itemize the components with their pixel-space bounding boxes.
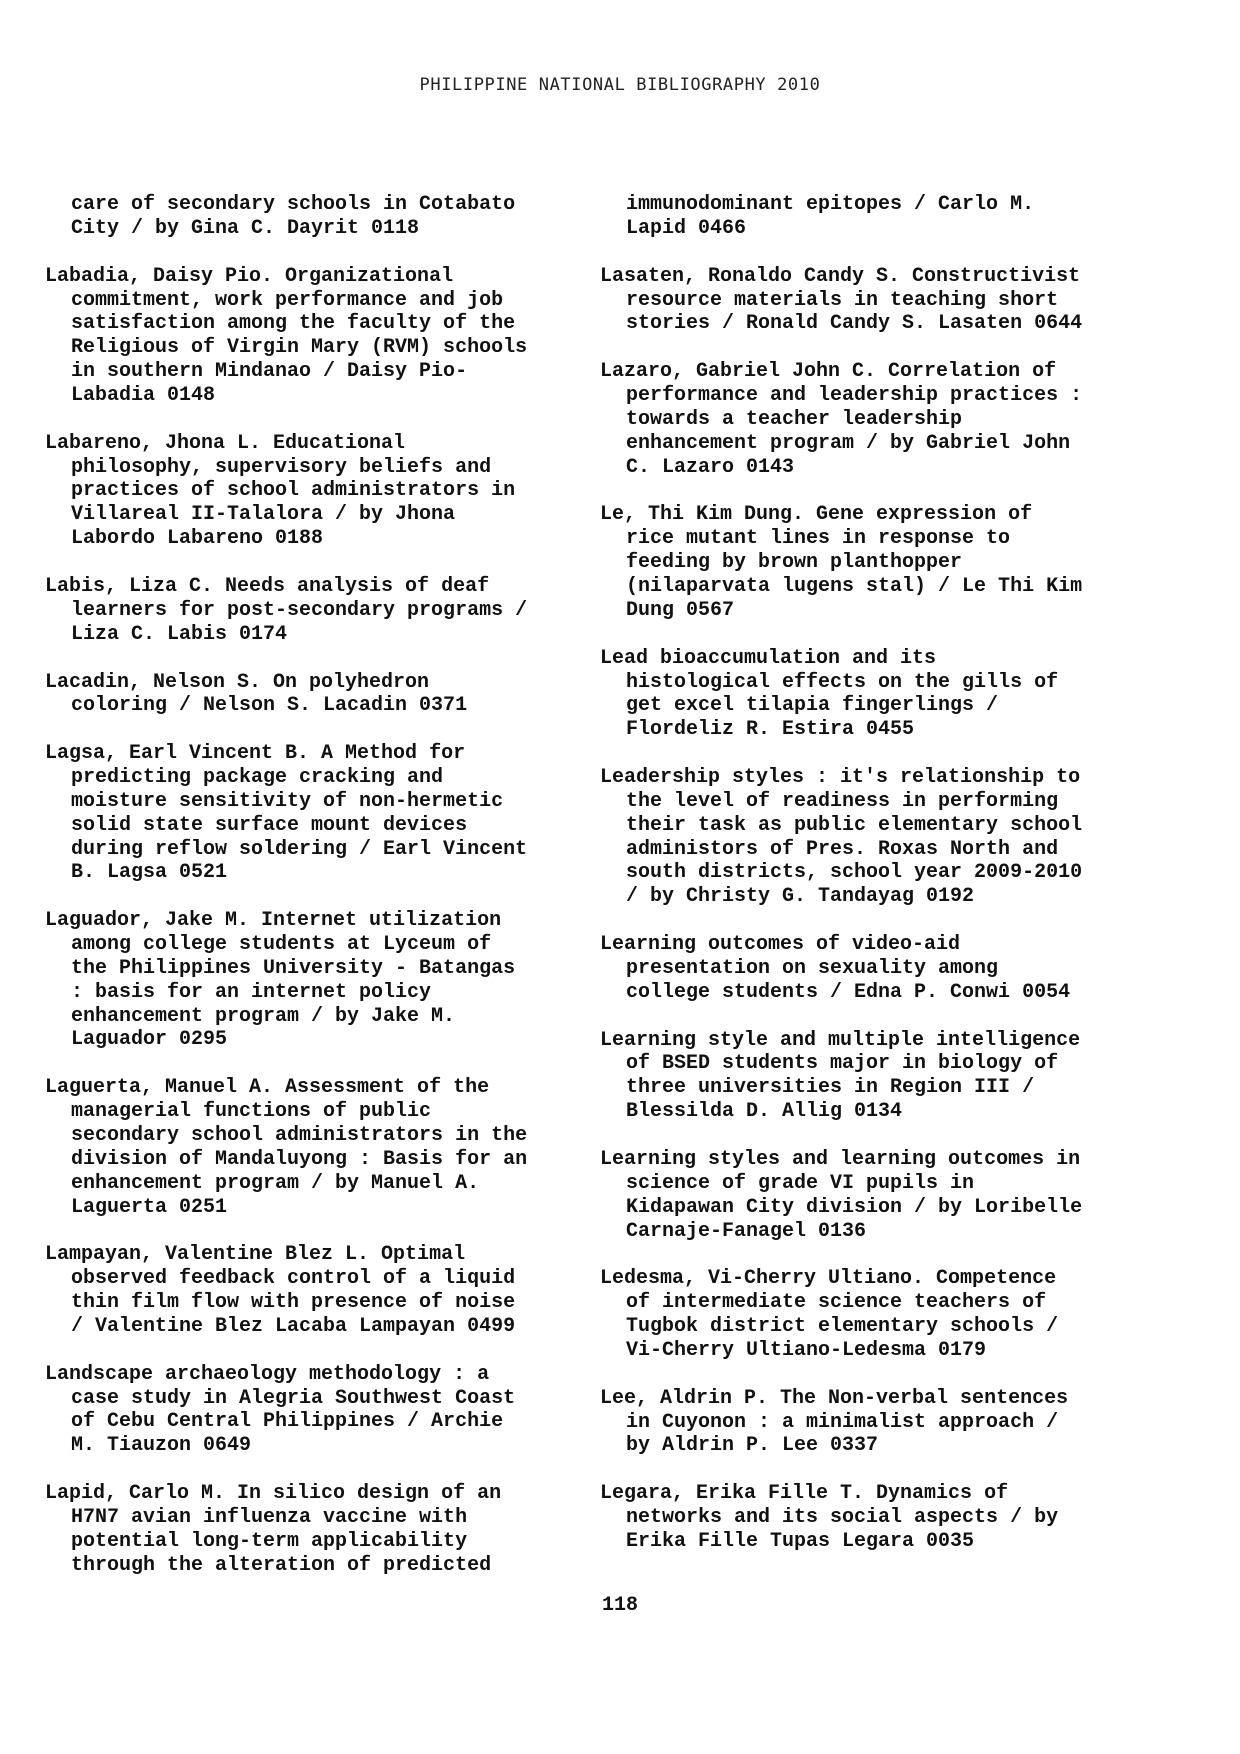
bibliography-entry: Labareno, Jhona L. Educational philosophy, supervisory beliefs and practices of school administrators in Villareal II-Talalora / by Jhona Labordo Labareno 0188 xyxy=(45,431,516,551)
bibliography-entry: Lagsa, Earl Vincent B. A Method for predicting package cracking and moisture sensitivity of non-hermetic solid state surface mount devices during reflow soldering / Earl Vincent B. Lagsa 0521 xyxy=(45,742,528,885)
bibliography-entry: Lacadin, Nelson S. On polyhedron coloring / Nelson S. Lacadin 0371 xyxy=(45,670,468,718)
bibliography-entry: Lee, Aldrin P. The Non-verbal sentences in Cuyonon : a minimalist approach / by Aldrin P. Lee 0337 xyxy=(600,1386,1069,1458)
bibliography-entry: Lasaten, Ronaldo Candy S. Constructivist resource materials in teaching short stories / Ronald Candy S. Lasaten 0644 xyxy=(600,264,1083,336)
bibliography-entry: Leadership styles : it's relationship to the level of readiness in performing their task as public elementary school administors of Pres. Roxas North and south districts, school year 2009-2010 / by Christy G. Tandayag 0192 xyxy=(600,766,1083,909)
bibliography-entry: care of secondary schools in Cotabato City / by Gina C. Dayrit 0118 xyxy=(71,193,516,240)
bibliography-entry: Learning outcomes of video-aid presentation on sexuality among college students / Edna P. Conwi 0054 xyxy=(600,933,1071,1004)
bibliography-entry: Laguerta, Manuel A. Assessment of the managerial functions of public secondary school administrators in the division of Mandaluyong : Basis for an enhancement program / by Manuel A. Laguerta 0251 xyxy=(45,1076,528,1219)
bibliography-entry: Learning style and multiple intelligence of BSED students major in biology of three universities in Region III / Blessilda D. Allig 0134 xyxy=(600,1028,1081,1124)
bibliography-entry: Laguador, Jake M. Internet utilization among college students at Lyceum of the Philippines University - Batangas : basis for an internet policy enhancement program / by Jake M. Laguador 0295 xyxy=(45,909,516,1052)
bibliography-entry: Lampayan, Valentine Blez L. Optimal observed feedback control of a liquid thin film flow with presence of noise / Valentine Blez Lacaba Lampayan 0499 xyxy=(45,1243,516,1338)
bibliography-entry: Ledesma, Vi-Cherry Ultiano. Competence of intermediate science teachers of Tugbok district elementary schools / Vi-Cherry Ultiano-Ledesma 0179 xyxy=(600,1267,1059,1362)
bibliography-entry: Lead bioaccumulation and its histological effects on the gills of get excel tilapia fingerlings / Flordeliz R. Estira 0455 xyxy=(600,646,1059,742)
right-column xyxy=(600,193,1140,1578)
bibliography-entry: Lapid, Carlo M. In silico design of an H7N7 avian influenza vaccine with potential long-term applicability through the alteration of predicted xyxy=(45,1482,502,1577)
bibliography-entry: Lazaro, Gabriel John C. Correlation of performance and leadership practices : towards a teacher leadership enhancement program / by Gabriel John C. Lazaro 0143 xyxy=(600,360,1083,479)
running-head: PHILIPPINE NATIONAL BIBLIOGRAPHY 2010 xyxy=(419,75,821,95)
left-column xyxy=(45,193,585,1602)
bibliography-entry: Landscape archaeology methodology : a case study in Alegria Southwest Coast of Cebu Central Philippines / Archie M. Tiauzon 0649 xyxy=(45,1362,516,1458)
bibliography-entry: Legara, Erika Fille T. Dynamics of networks and its social aspects / by Erika Fille Tupas Legara 0035 xyxy=(600,1482,1059,1553)
bibliography-entry: immunodominant epitopes / Carlo M. Lapid 0466 xyxy=(626,193,1035,240)
bibliography-entry: Le, Thi Kim Dung. Gene expression of rice mutant lines in response to feeding by brown planthopper (nilaparvata lugens stal) / Le Thi Kim Dung 0567 xyxy=(600,503,1083,622)
page-number: 118 xyxy=(601,1594,638,1617)
bibliography-entry: Labadia, Daisy Pio. Organizational commitment, work performance and job satisfaction among the faculty of the Religious of Virgin Mary (RVM) schools in southern Mindanao / Daisy Pio- Labadia 0148 xyxy=(45,264,528,407)
bibliography-entry: Labis, Liza C. Needs analysis of deaf learners for post-secondary programs / Liza C. Labis 0174 xyxy=(45,574,528,646)
bibliography-entry: Learning styles and learning outcomes in science of grade VI pupils in Kidapawan City division / by Loribelle Carnaje-Fanagel 0136 xyxy=(600,1148,1083,1243)
